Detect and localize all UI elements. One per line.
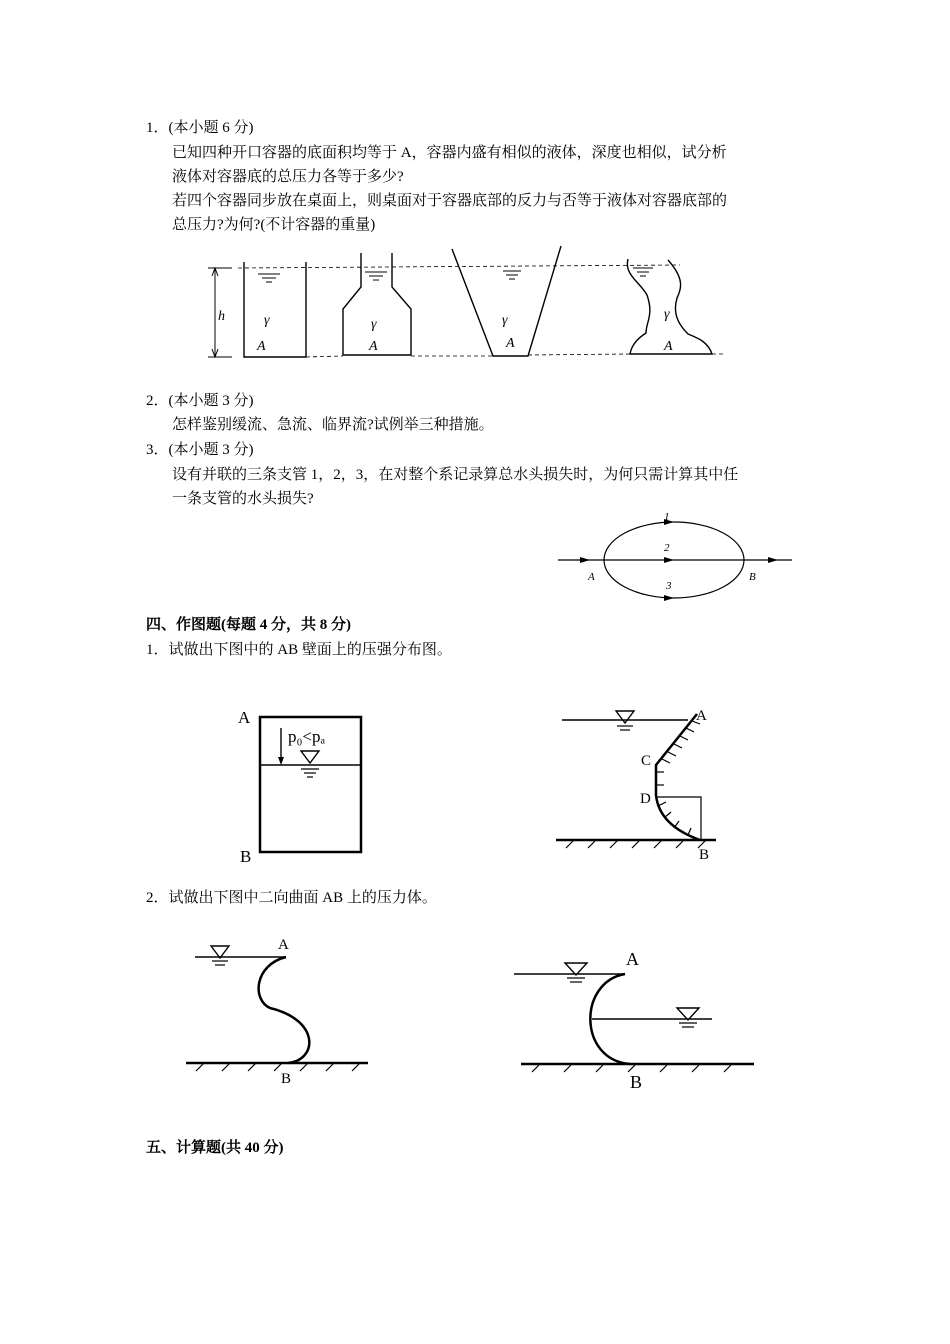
- pipe-3-label: 3: [666, 580, 672, 592]
- q2-line-1: 怎样鉴别缓流、急流、临界流?试例举三种措施。: [172, 417, 494, 433]
- q1-line-3: 若四个容器同步放在桌面上，则桌面对于容器底部的反力与否等于液体对容器底部的: [172, 193, 728, 209]
- q1-line-2: 液体对容器底的总压力各等于多少?: [172, 169, 404, 185]
- node-a-label: A: [588, 571, 595, 583]
- s-curve-b-label: B: [281, 1071, 292, 1087]
- wall-c-label: C: [641, 753, 652, 769]
- section-4-problem-2: 2．试做出下图中二向曲面 AB 上的压力体。: [146, 890, 437, 906]
- pipe-2-label: 2: [664, 542, 670, 554]
- wall-d-label: D: [640, 791, 651, 807]
- q2-heading: 2．(本小题 3 分): [146, 393, 254, 409]
- q3-heading: 3．(本小题 3 分): [146, 442, 254, 458]
- section-4-title: 四、作图题(每题 4 分，共 8 分): [146, 617, 351, 633]
- section-5-title: 五、计算题(共 40 分): [146, 1140, 284, 1156]
- gamma-label-2: γ: [371, 317, 377, 332]
- area-label-1: A: [257, 339, 266, 354]
- q1-heading: 1．(本小题 6 分): [146, 120, 254, 136]
- tank-a-label: A: [238, 708, 251, 727]
- semicircle-b-label: B: [630, 1072, 643, 1092]
- area-label-3: A: [506, 336, 515, 351]
- pipe-1-label: 1: [664, 511, 670, 523]
- gamma-label-1: γ: [264, 313, 270, 328]
- gamma-label-3: γ: [502, 313, 508, 328]
- q3-line-1: 设有并联的三条支管 1，2，3，在对整个系记录算总水头损失时，为何只需计算其中任: [172, 467, 739, 483]
- semicircle-a-label: A: [626, 949, 639, 969]
- h-label: h: [218, 309, 225, 324]
- tank-b-label: B: [240, 847, 252, 866]
- pressure-label: p₀<pₐ: [288, 727, 326, 746]
- gamma-label-4: γ: [664, 307, 670, 322]
- q1-line-1: 已知四种开口容器的底面积均等于 A，容器内盛有相似的液体，深度也相似，试分析: [172, 145, 727, 161]
- q3-line-2: 一条支管的水头损失?: [172, 491, 314, 507]
- section-4-problem-1: 1．试做出下图中的 AB 壁面上的压强分布图。: [146, 642, 452, 658]
- area-label-4: A: [664, 339, 673, 354]
- q1-line-4: 总压力?为何?(不计容器的重量): [172, 217, 376, 233]
- area-label-2: A: [369, 339, 378, 354]
- node-b-label: B: [749, 571, 756, 583]
- wall-a-label: A: [696, 708, 707, 724]
- wall-b-label: B: [699, 847, 710, 863]
- s-curve-a-label: A: [278, 937, 289, 953]
